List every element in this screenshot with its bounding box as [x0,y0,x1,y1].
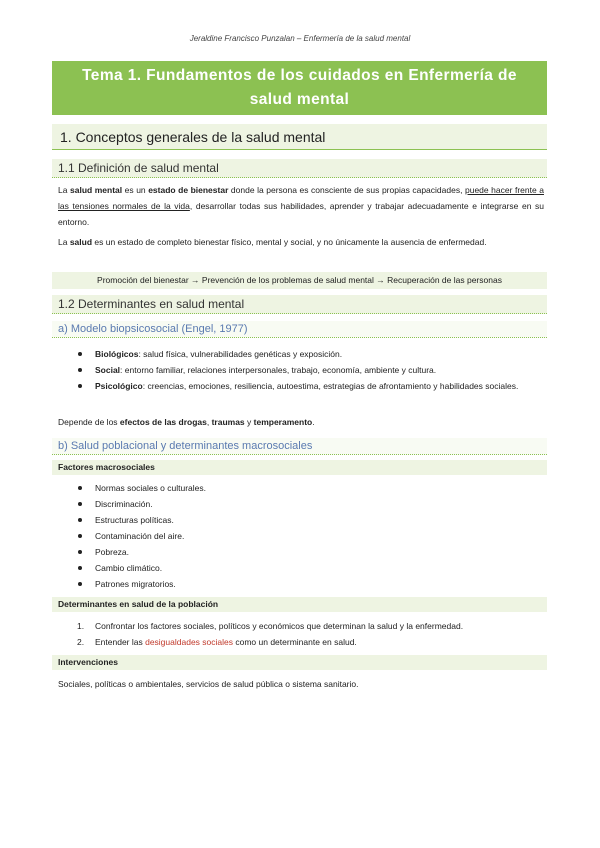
text: Depende de los [58,417,120,427]
highlight-text: desigualdades sociales [145,637,233,647]
definition-paragraph-mental-health [58,182,544,230]
text: Cambio climático. [95,563,163,573]
text: es un estado de completo bienestar físico, mental y social, y no únicamente la ausencia de enfermedad. [92,237,487,247]
heading-macrosocial-factors: Factores macrosociales [52,460,547,475]
bold-term: traumas [211,417,245,427]
bullet-icon [78,384,82,388]
determinants-list [77,618,545,650]
text: , [206,417,212,427]
subsection-heading-a: a) Modelo biopsicosocial (Engel, 1977) [52,321,547,338]
bullet-icon [78,486,82,490]
text: Normas sociales o culturales. [95,483,207,493]
subsection-heading-1-2: 1.2 Determinantes en salud mental [52,295,547,314]
text: Confrontar los factores sociales, políticos y económicos que determinan la salud y la enfermedad. [95,621,464,631]
bold-term: efectos de las drogas [119,417,207,427]
bold-term: Social [95,365,121,375]
bold-term: salud [69,237,93,247]
text: como un determinante en salud. [233,637,357,647]
macrosocial-list [95,480,535,592]
list-number: 1. [77,621,85,631]
list-item [95,346,545,362]
list-item [95,362,545,378]
bold-term: Biológicos [95,349,139,359]
subsection-heading-1-1: 1.1 Definición de salud mental [52,159,547,178]
bullet-icon [78,582,82,586]
bullet-icon [78,566,82,570]
list-item [95,560,535,576]
text: , desarrollar todas sus habilidades, aprender y trabajar adecuadamente e integrarse en su entorno. [58,201,544,227]
list-item [95,576,535,592]
bullet-icon [78,352,82,356]
chapter-title: Tema 1. Fundamentos de los cuidados en Enfermería de salud mental [82,67,517,108]
biopsychosocial-list [95,346,545,394]
bullet-icon [78,368,82,372]
list-item [95,544,535,560]
bold-term: estado de bienestar [148,185,229,195]
page-header: Jeraldine Francisco Punzalan – Enfermería de la salud mental [189,34,411,43]
text: Patrones migratorios. [95,579,176,589]
text: Estructuras políticas. [95,515,174,525]
text: Entender las [95,637,146,647]
list-item [95,496,535,512]
text: : creencias, emociones, resiliencia, autoestima, estrategias de afrontamiento y habilidades sociales. [142,381,519,391]
subsection-heading-b: b) Salud poblacional y determinantes macrosociales [52,438,547,455]
list-item [95,378,545,394]
text: Discriminación. [95,499,153,509]
text: : entorno familiar, relaciones interpersonales, trabajo, economía, ambiente y cultura. [120,365,437,375]
list-item [77,634,545,650]
bullet-icon [78,534,82,538]
underlined-text: puede hacer frente a las tensiones normales de la vida [58,185,544,211]
list-item [95,512,535,528]
text: y [244,417,254,427]
chapter-title-banner [52,61,547,115]
text: es un [122,185,149,195]
text: Contaminación del aire. [95,531,185,541]
section-heading-1: 1. Conceptos generales de la salud mental [52,124,547,150]
text: Pobreza. [95,547,130,557]
list-number: 2. [77,637,85,647]
bold-term: salud mental [70,185,123,195]
heading-population-determinants: Determinantes en salud de la población [52,597,547,612]
text: . [312,417,315,427]
bold-term: temperamento [253,417,313,427]
bullet-icon [78,518,82,522]
bullet-icon [78,550,82,554]
definition-paragraph-health [58,234,544,250]
heading-interventions: Intervenciones [52,655,547,670]
bold-term: Psicológico [95,381,143,391]
list-item [95,480,535,496]
flow-bar: Promoción del bienestar → Prevención de los problemas de salud mental → Recuperación de las personas [52,272,547,289]
text: La [58,237,70,247]
text: donde la persona es consciente de sus propias capacidades, [228,185,465,195]
bullet-icon [78,502,82,506]
list-item [95,528,535,544]
depends-paragraph [58,414,544,430]
text: La [58,185,70,195]
interventions-paragraph: Sociales, políticas o ambientales, servicios de salud pública o sistema sanitario. [58,679,359,689]
text: : salud física, vulnerabilidades genéticas y exposición. [138,349,343,359]
list-item [77,618,545,634]
